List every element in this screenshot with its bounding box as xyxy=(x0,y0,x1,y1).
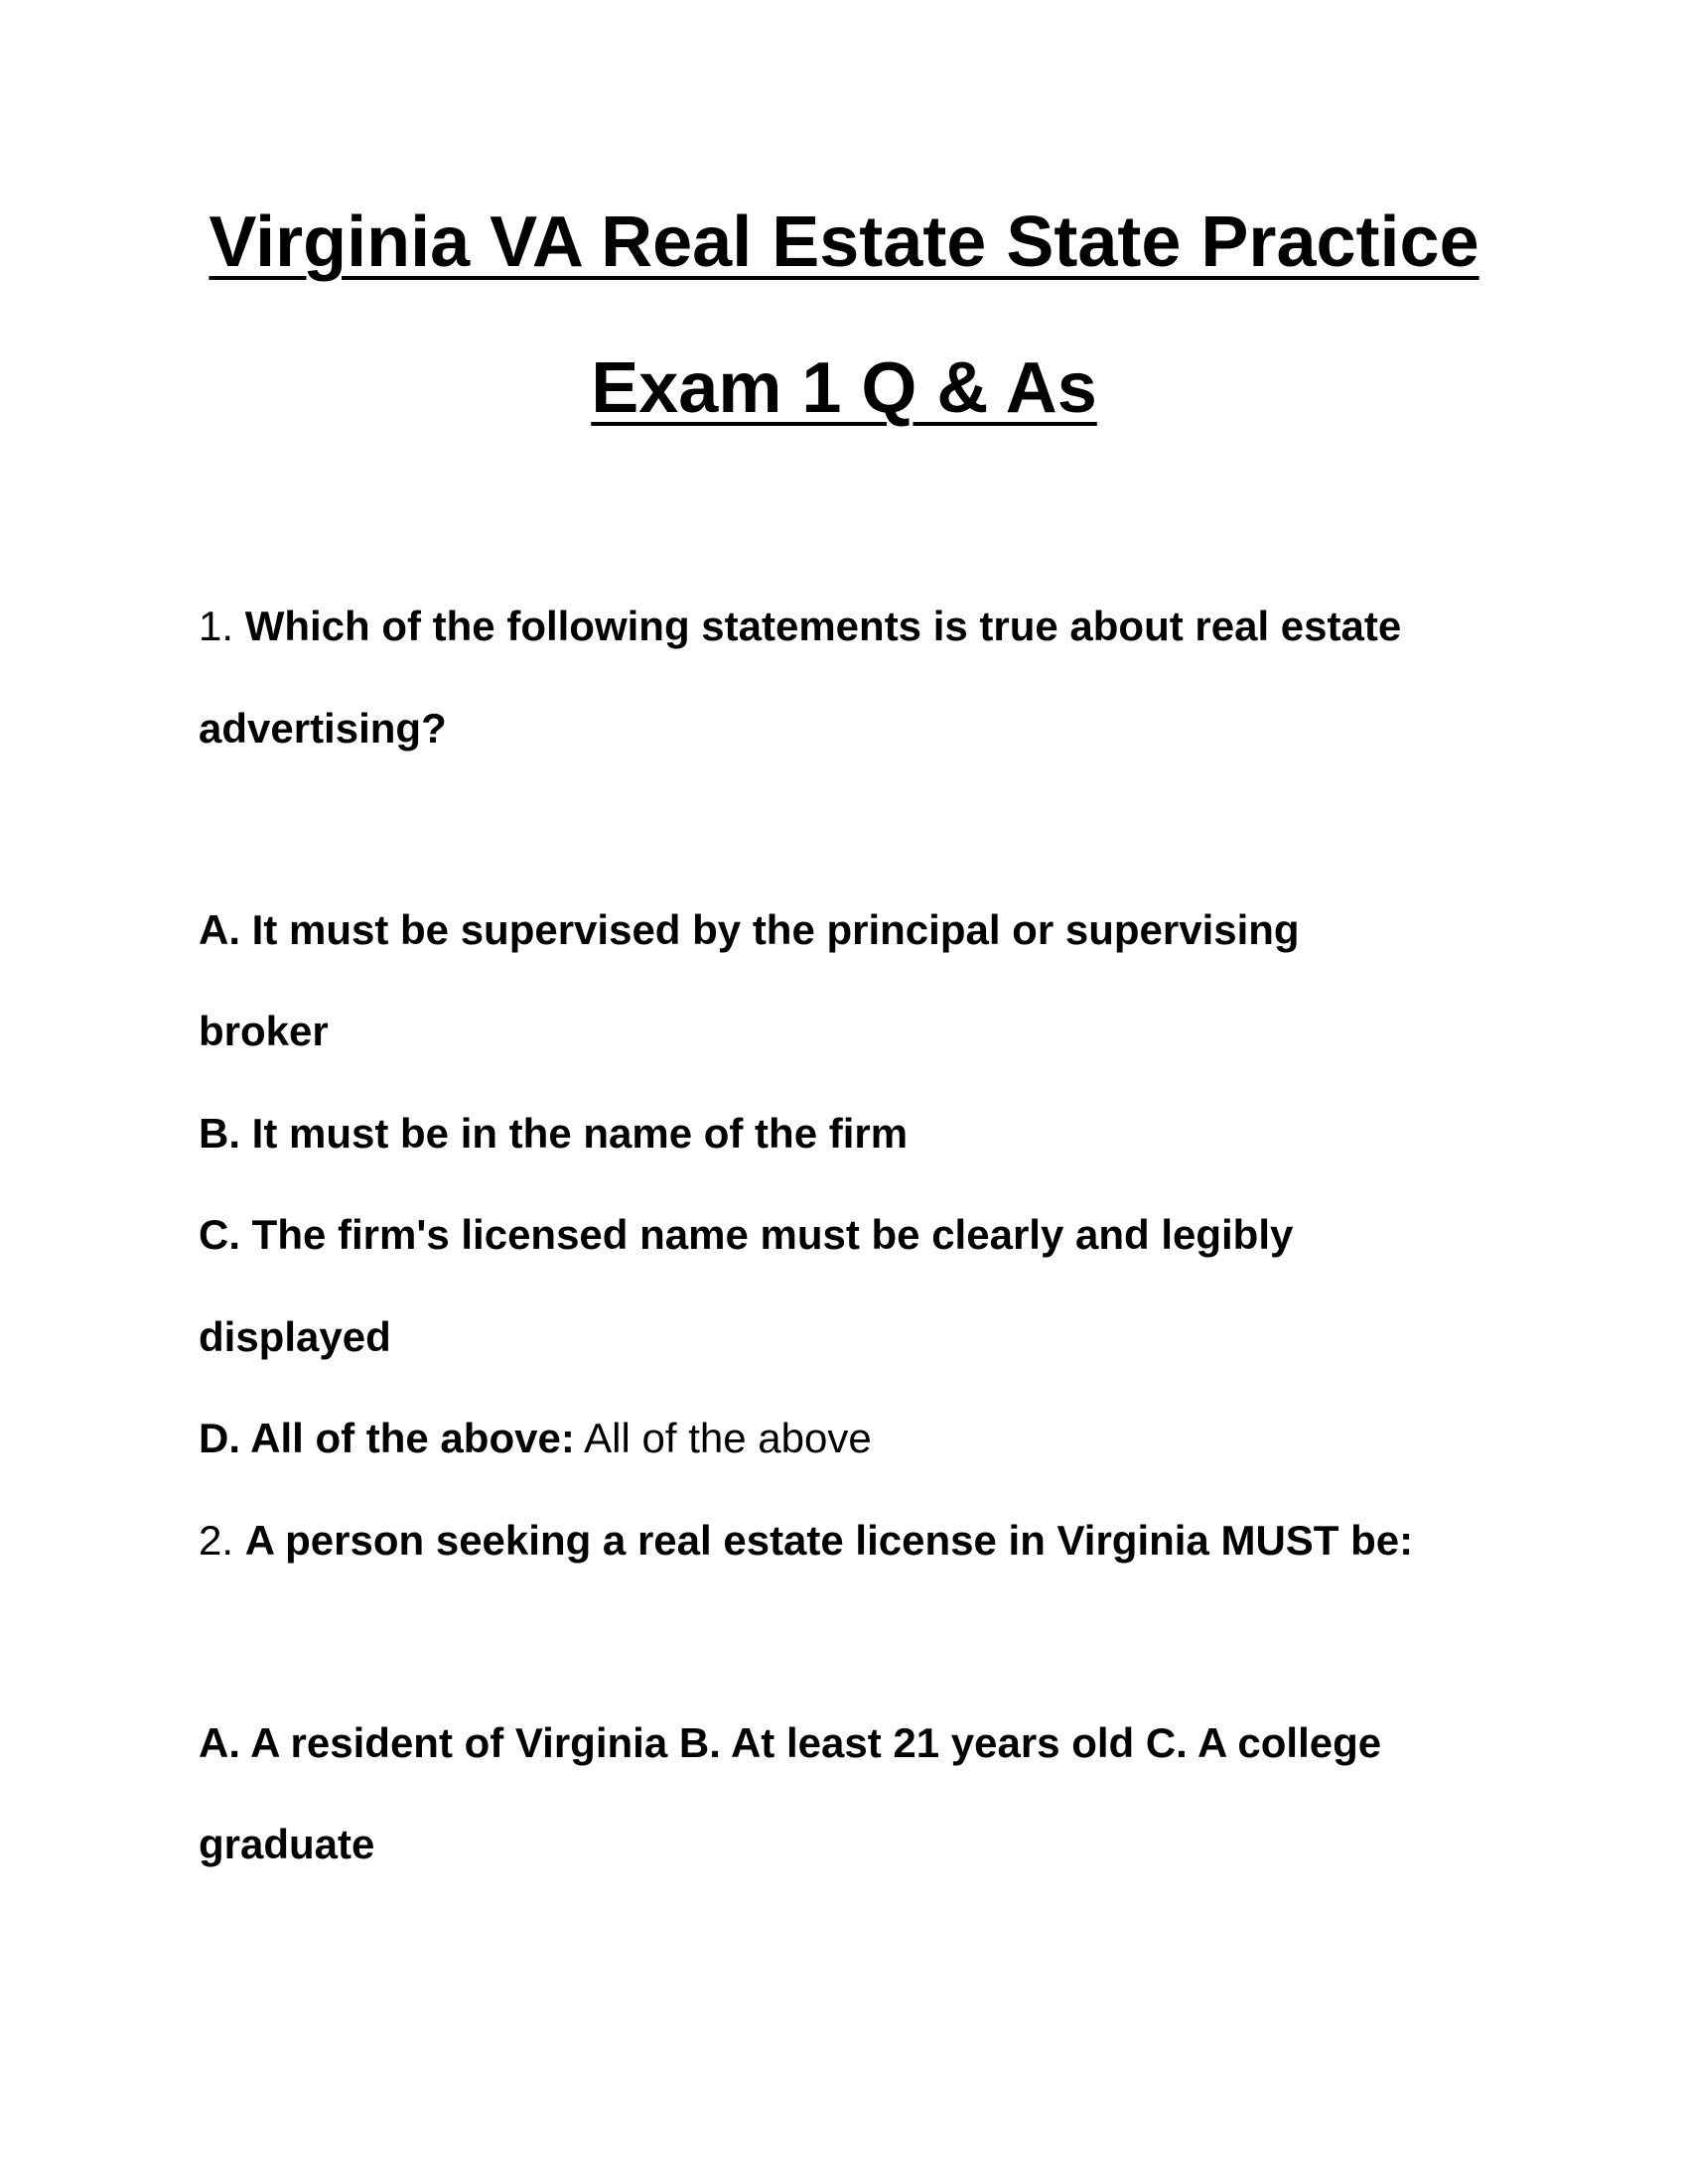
question-1-option-c-line-1: C. The firm's licensed name must be clearly and legibly xyxy=(199,1211,1294,1258)
document-title-line-2: Exam 1 Q & As xyxy=(591,348,1097,428)
question-1-number: 1. xyxy=(199,603,234,649)
question-2-options-line-1: A. A resident of Virginia B. At least 21 years old C. A college xyxy=(199,1719,1382,1766)
question-1-option-a-line-2: broker xyxy=(199,1008,329,1054)
question-1-line-1 xyxy=(199,603,1402,649)
question-1-answer: All of the above xyxy=(584,1415,872,1461)
question-1-option-d-label: D. All of the above: xyxy=(199,1415,575,1461)
question-2-options-line-2: graduate xyxy=(199,1821,375,1867)
document-title-line-1: Virginia VA Real Estate State Practice xyxy=(209,203,1479,282)
question-1-option-c-line-2: displayed xyxy=(199,1313,391,1360)
question-1-option-a-line-1: A. It must be supervised by the principal or supervising xyxy=(199,906,1300,953)
question-1-option-b: B. It must be in the name of the firm xyxy=(199,1110,909,1157)
question-1-option-d xyxy=(199,1415,872,1461)
question-2-text: A person seeking a real estate license in Virginia MUST be: xyxy=(244,1517,1414,1564)
question-1-line-2: advertising? xyxy=(199,705,447,751)
question-1-text: Which of the following statements is true about real estate xyxy=(244,603,1402,649)
question-2-number: 2. xyxy=(199,1517,234,1564)
question-2-line-1 xyxy=(199,1517,1414,1564)
